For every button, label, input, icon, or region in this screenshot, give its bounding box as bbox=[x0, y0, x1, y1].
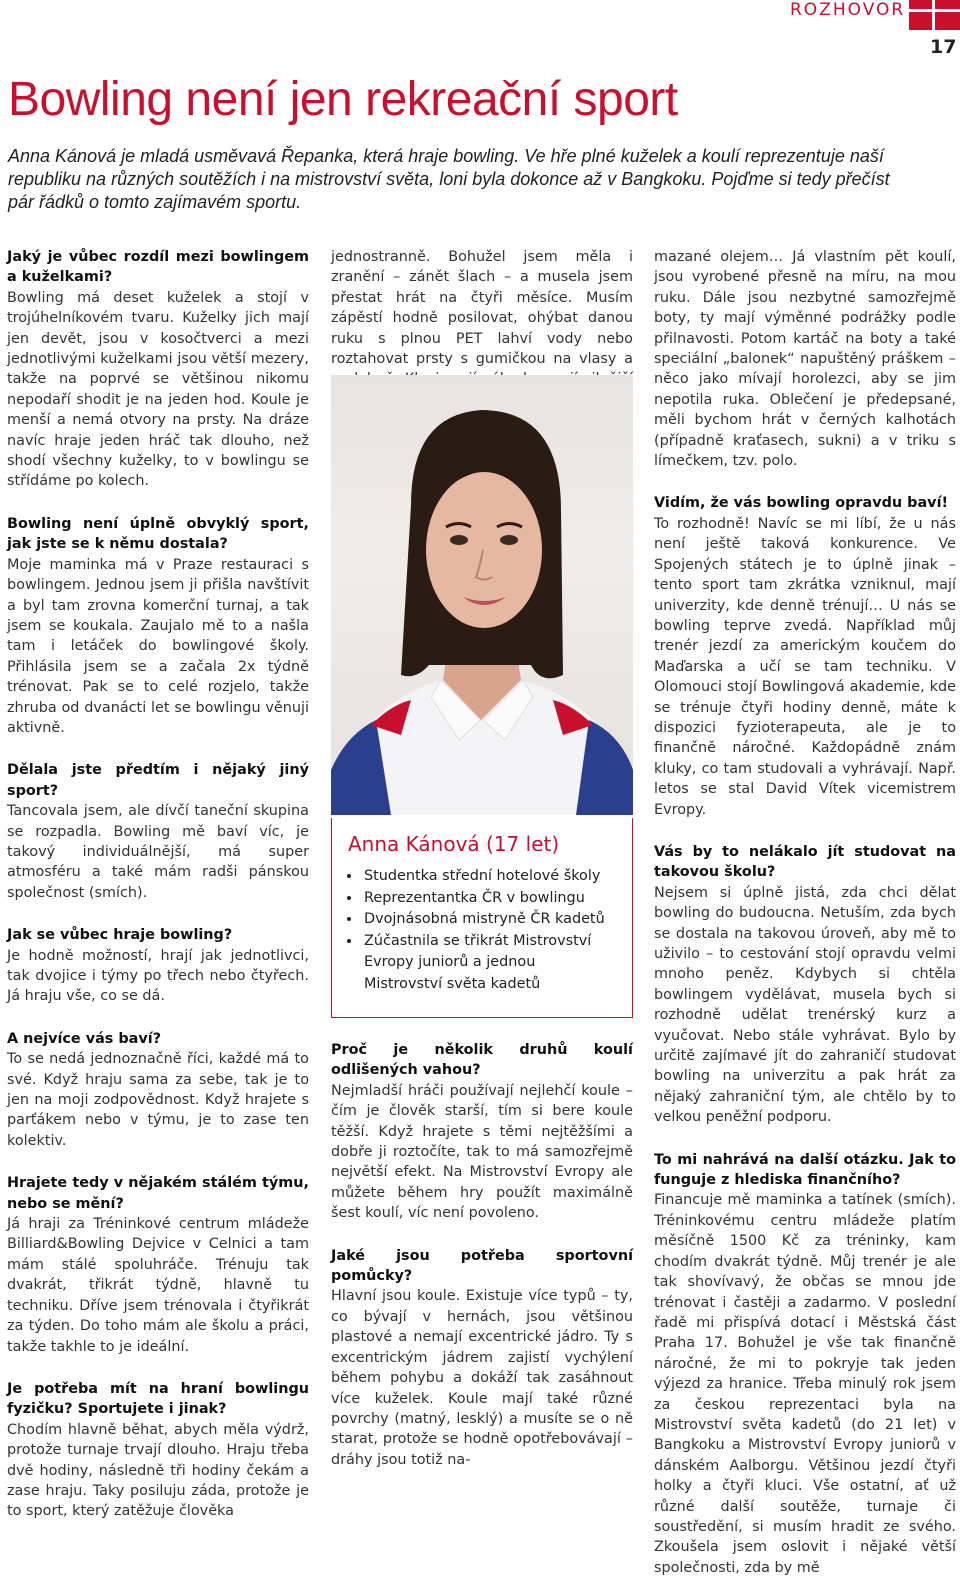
magazine-logo-icon bbox=[905, 0, 960, 32]
question: Je potřeba mít na hraní bowlingu fyzičku? Sportujete i jinak? bbox=[7, 1380, 309, 1418]
section-label: ROZHOVOR bbox=[790, 0, 906, 20]
question: Hrajete tedy v nějakém stálém týmu, nebo se mění? bbox=[7, 1175, 309, 1212]
profile-item: • Dvojnásobná mistryně ČR kadetů bbox=[362, 909, 618, 931]
column-2-bottom bbox=[331, 1040, 633, 1470]
article-title: Bowling není jen rekreační sport bbox=[8, 73, 678, 126]
answer: Nejmladší hráči používají nejlehčí koule – čím je člověk starší, tím si bere koule těžší. Když hrajete s těmi nejtěžšími a dobře ji roztočíte, tak to má samozřejmě největší efekt. Na Mistrovství Evropy ale můžete během hry použít maximálně šest koulí, víc není povoleno. bbox=[331, 1082, 633, 1222]
answer: To se nedá jednoznačně říci, každé má to své. Když hraju sama za sebe, tak je to jen na moji zodpovědnost. Když hrajete s parťákem nebo v týmu, je to zase ten kolektiv. bbox=[7, 1051, 309, 1149]
question: To mi nahrává na další otázku. Jak to funguje z hlediska finančního? bbox=[654, 1151, 956, 1189]
profile-name: Anna Kánová (17 let) bbox=[348, 832, 560, 856]
portrait-photo bbox=[331, 375, 633, 815]
answer: Nejsem si úplně jistá, zda chci dělat bowling do budoucna. Netuším, zda bych se dostala na takovou úroveň, aby mě to uživilo – to cestování stojí opravdu velmi mnoho peněz. Kdybych si chtěla bowlingem vydělávat, musela bych si rozhodně udělat trenérský kurz a vyučovat. Nebo stále vyhrávat. Bylo by určitě zajímavé jít do zahraničí studovat bowling na univerzitu a pak hrát za nějaký zahraniční tým, ale chtělo by to velkou peněžní podporu. bbox=[654, 884, 956, 1126]
profile-item: • Reprezentantka ČR v bowlingu bbox=[362, 888, 618, 910]
question: A nejvíce vás baví? bbox=[7, 1030, 162, 1047]
question: Jaký je vůbec rozdíl mezi bowlingem a kuželkami? bbox=[7, 249, 309, 286]
answer: jednostranně. Bohužel jsem měla i zranění – zánět šlach – a musela jsem přestat hrát na čtyři měsíce. Musím zápěstí hodně posilovat, ohýbat danou ruku s plnou PET lahví vody nebo roztahovat prsty s gumičkou na vlasy a bbox=[331, 249, 633, 368]
profile-item: • Studentka střední hotelové školy bbox=[362, 866, 618, 888]
question: Jak se vůbec hraje bowling? bbox=[7, 927, 233, 944]
question: Bowling není úplně obvyklý sport, jak jste se k němu dostala? bbox=[7, 515, 309, 553]
answer: mazané olejem… Já vlastním pět koulí, jsou vyrobené přesně na míru, na mou ruku. Dále jsou nezbytné samozřejmě boty, ty mají výměnné podrážky podle přilnavosti. Potom kartáč na boty a také speciální „balonek“ napuštěný práškem – něco jako mívají horolezci, aby se jim nepotila ruka. Oblečení je předepsané, měli bychom hrát v černých kalhotách (případně kraťasech, sukni) a v triku s límečkem, tzv. polo. bbox=[654, 249, 956, 470]
profile-infobox bbox=[331, 818, 633, 1018]
article-lead: Anna Kánová je mladá usměvavá Řepanka, která hraje bowling. Ve hře plné kuželek a koulí reprezentuje naší republiku na různých soutěžích i na mistrovství světa, loni byla dokonce až v Bangkoku. Pojďme si tedy přečíst pár řádků o tomto zajímavém sportu. bbox=[8, 146, 890, 212]
column-3 bbox=[654, 247, 956, 1578]
answer: Bowling má deset kuželek a stojí v trojúhelníkovém tvaru. Kuželky jich mají jen devět, jsou v kosočtverci a mezi jednotlivými kuželkami jsou větší mezery, takže na poprvé se většinou nikomu nepodaří shodit je na jeden hod. Koule je menší a nemá otvory na prsty. Na dráze navíc hraje jeden hráč tak dlouho, než shodí všechny kuželky, to v bowlingu se střídáme po kolech. bbox=[7, 289, 309, 490]
answer: Moje maminka má v Praze restauraci s bowlingem. Jednou jsem ji přišla navštívit a byl tam zrovna komerční turnaj, a tak jsem se koukala. Zaujalo mě to a našla tam i letáček do bowlingové školy. Přihlásila jsem se a začala 2x týdně trénovat. Pak se to celé rozjelo, takže zhruba od dvanácti let se bowlingu věnuji aktivně. bbox=[7, 556, 309, 736]
answer: Já hraji za Tréninkové centrum mládeže Billiard&Bowling Dejvice v Celnici a tam mám stálé spoluhráče. Trénuju tak dvakrát, třikrát týdně, hlavně tu techniku. Dříve jsem trénovala i čtyřikrát za týden. Do toho mám ale školu a práci, takže takhle to je ideální. bbox=[7, 1216, 309, 1355]
question: Jaké jsou potřeba sportovní pomůcky? bbox=[331, 1247, 633, 1285]
profile-item: • Zúčastnila se třikrát Mistrovství Evropy juniorů a jednou Mistrovství světa kadetů bbox=[362, 931, 618, 996]
answer: Je hodně možností, hrají jak jednotlivci, tak dvojice i týmy po třech nebo čtyřech. Já hraju vše, co se dá. bbox=[7, 947, 309, 1005]
question: Vidím, že vás bowling opravdu baví! bbox=[654, 495, 949, 512]
question: Dělala jste předtím i nějaký jiný sport? bbox=[7, 762, 309, 799]
column-1 bbox=[7, 247, 309, 1522]
page-number: 17 bbox=[930, 36, 957, 58]
answer: Hlavní jsou koule. Existuje více typů – ty, co bývají v hernách, jsou většinou plastové a nemají excentrické jádro. Ty s excentrickým jádrem zajistí vychýlení během pohybu a dokáží tak zasáhnout více kuželek. Koule mají také různé povrchy (matný, lesklý) a musíte se o ně starat, protože se hodně opotřebovávají – dráhy jsou totiž na- bbox=[331, 1288, 633, 1468]
answer: To rozhodně! Navíc se mi líbí, že u nás není ještě taková konkurence. Ve Spojených státech je to úplně jinak – tento sport tam zkrátka vzniknul, mají univerzity, kde denně trénují… U nás se bowling teprve zvedá. Například můj trenér jezdí za americkým koučem do Maďarska a učí se tam techniku. V Olomouci stojí Bowlingová akademie, kde se trénuje čtyři hodiny denně, máte k dispozici fyzioterapeuta, ale je to finančně náročné. Každopádně znám kluky, co tam studovali a vyhrávají. Např. letos se stal David Vítek vicemistrem Evropy. bbox=[654, 515, 956, 818]
question: Proč je několik druhů koulí odlišených vahou? bbox=[331, 1042, 633, 1079]
profile-list bbox=[348, 866, 618, 995]
answer: Chodím hlavně běhat, abych měla výdrž, protože turnaje trvají dlouho. Hraju třeba dvě hodiny, následně tři hodiny čekám a zase hraju. Taky posiluju záda, protože je to sport, který zatěžuje člověka bbox=[7, 1421, 309, 1520]
answer: Financuje mě maminka a tatínek (smích). Tréninkovému centru mládeže platím měsíčně 1500 Kč za tréninky, kam chodím dvakrát týdně. Můj trenér je ale tak shovívavý, že občas se mnou jde trénovat i častěji a zadarmo. V poslední řadě mi přispívá dotací i Městská část Praha 17. Bohužel je vše tak finančně náročné, že mi to pokryje tak jeden výjezd za hranice. Třeba minulý rok jsem za českou reprezentaci byla na Mistrovství světa kadetů (do 21 let) v Bangkoku a Mistrovství Evropy juniorů v dánském Aalborgu. Většinou jezdí čtyři holky a čtyři kluci. Vše ostatní, ať už různé další soutěže, turnaje či soustředění, si musím hradit ze svého. Zkoušela jsem oslovit i nějaké větší společnosti, zda by mě bbox=[654, 1192, 956, 1576]
answer: Tancovala jsem, ale dívčí taneční skupina se rozpadla. Bowling mě baví víc, je takový individuálnější, má super atmosféru a také mám radši pánskou společnost (smích). bbox=[7, 803, 309, 901]
question: Vás by to nelákalo jít studovat na takovou školu? bbox=[654, 843, 956, 881]
